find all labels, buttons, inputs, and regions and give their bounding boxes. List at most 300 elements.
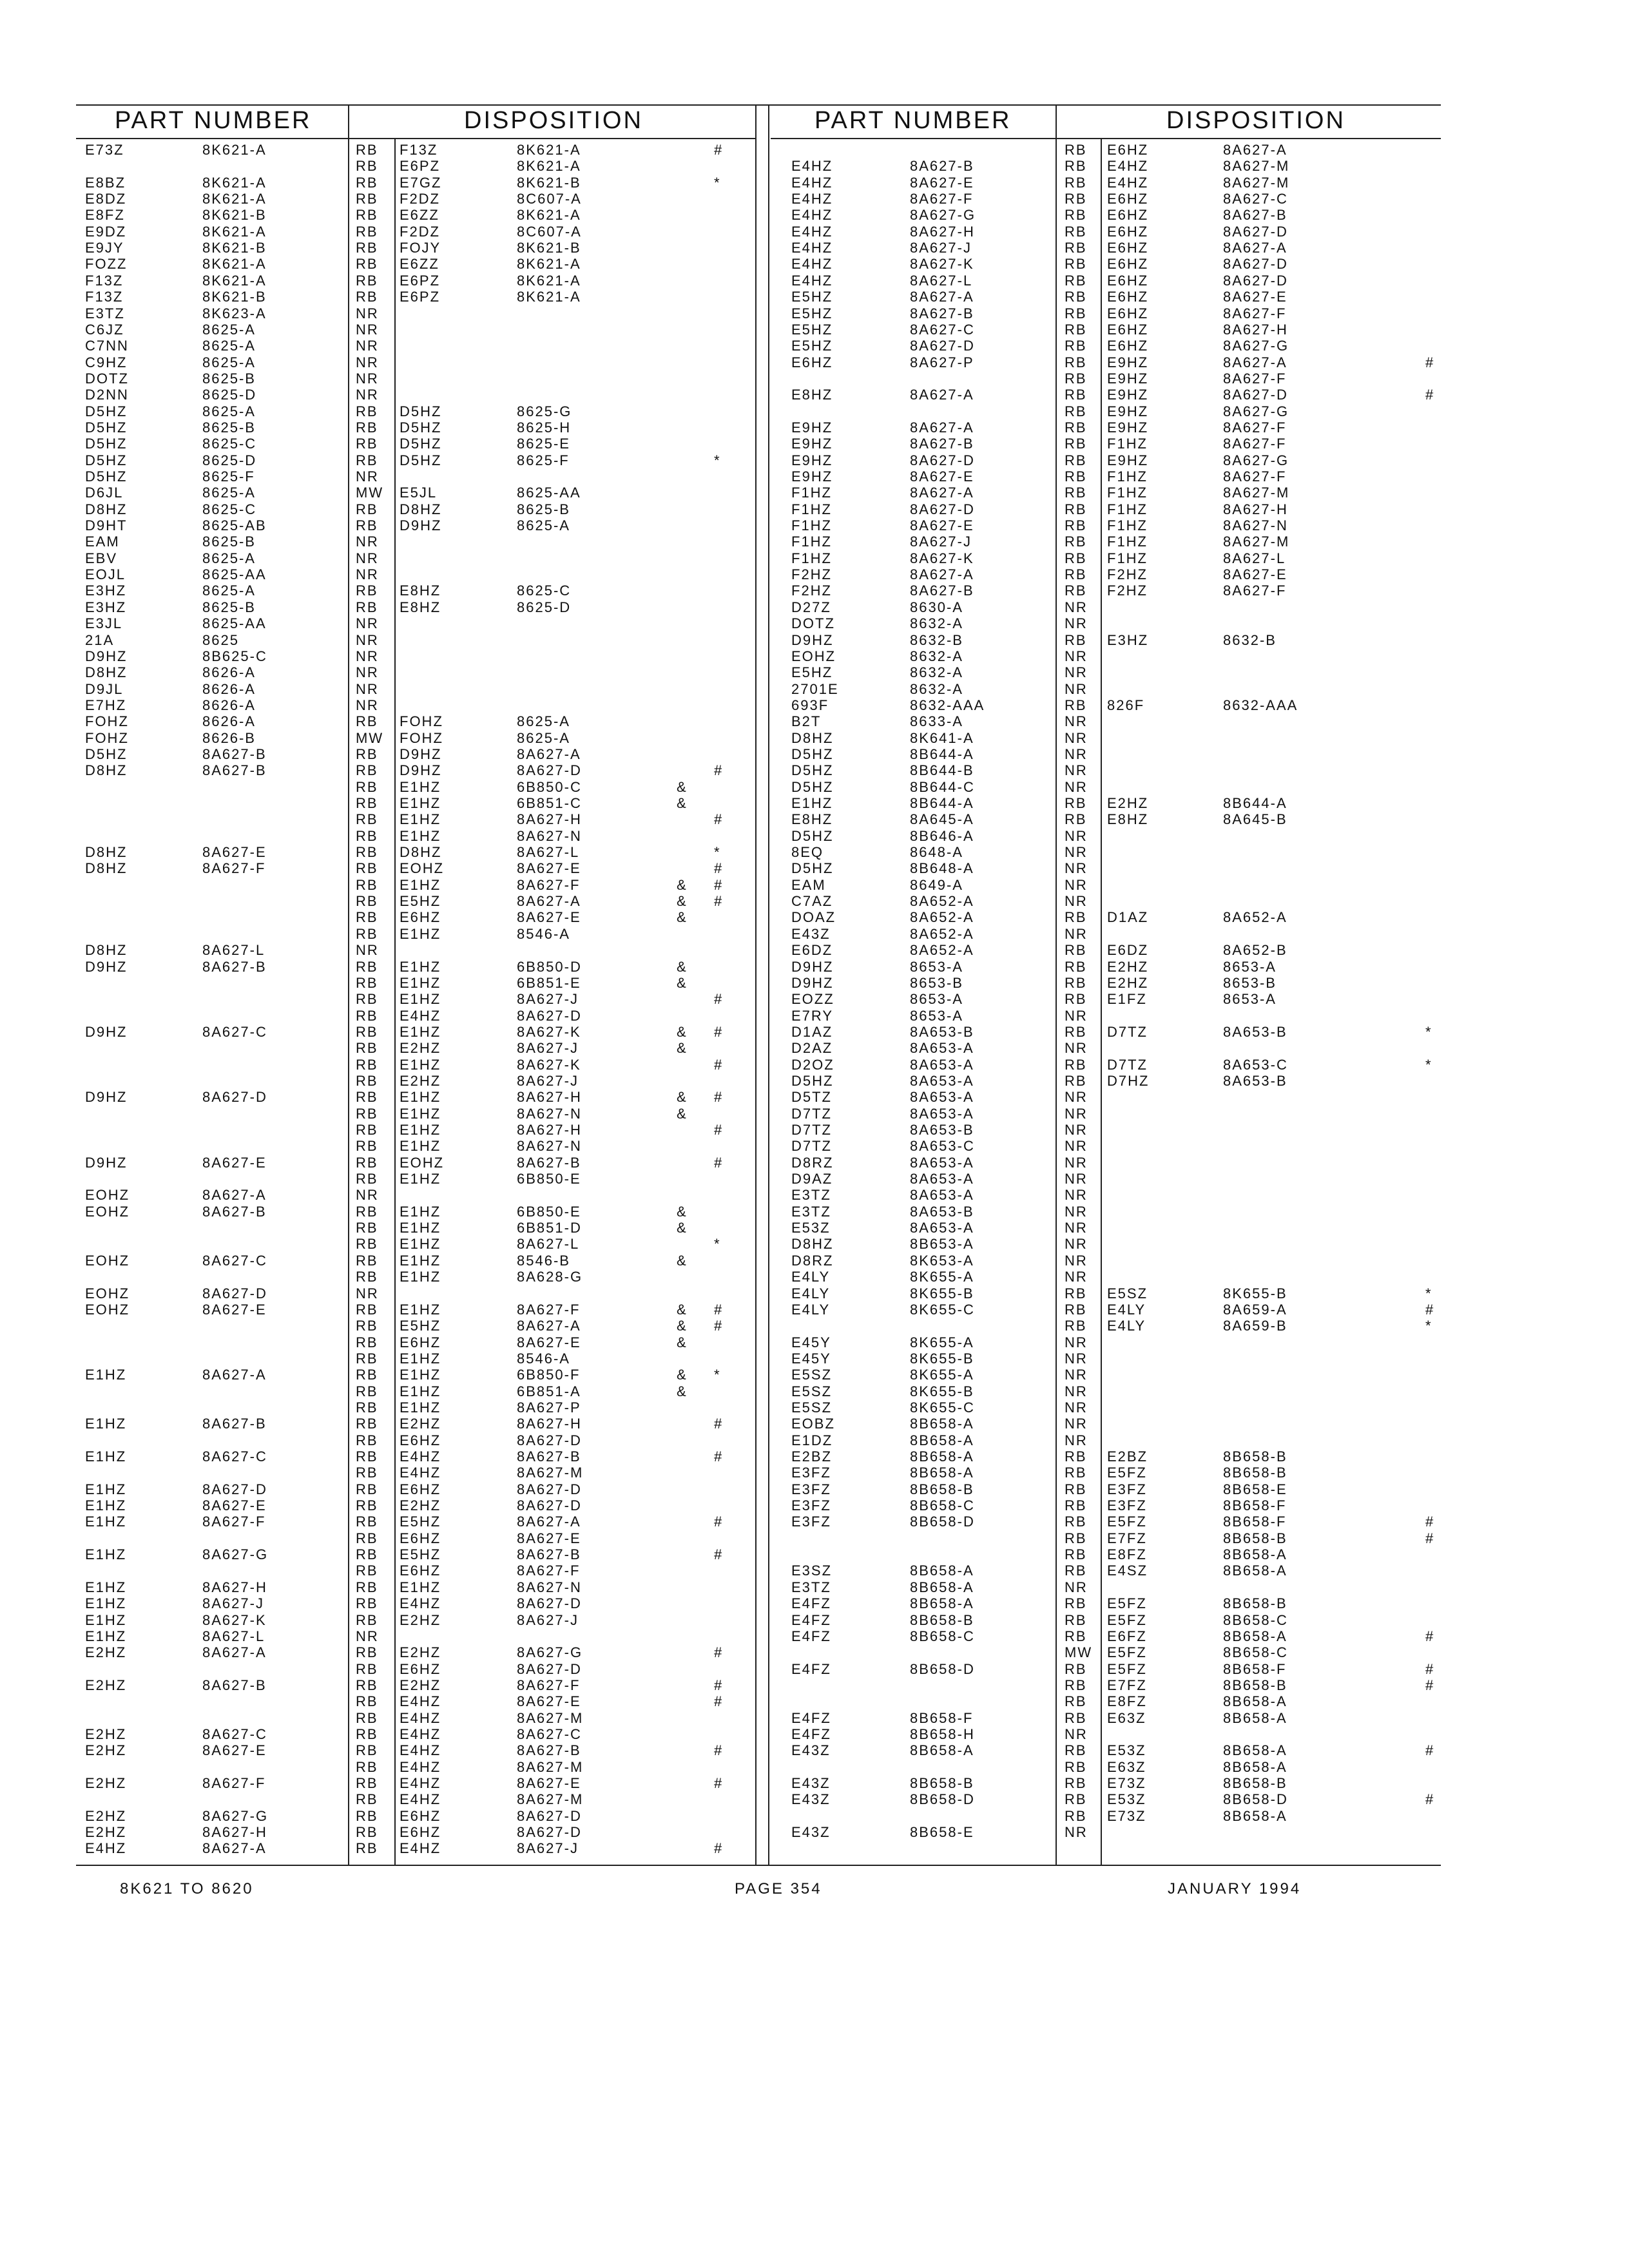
replacement-prefix: E1HZ <box>400 1056 441 1073</box>
part-number: E2HZ <box>85 1775 127 1791</box>
part-suffix: 8A653-A <box>910 1040 974 1057</box>
replacement-number: 8625-A <box>517 729 570 746</box>
disposition-code: NR <box>356 533 379 550</box>
part-suffix: 8632-B <box>910 631 963 648</box>
replacement-prefix: D1AZ <box>1107 909 1149 926</box>
disposition-code: NR <box>1065 680 1088 697</box>
replacement-prefix: E1FZ <box>1107 991 1147 1008</box>
replacement-number: 8A627-F <box>517 1677 581 1693</box>
part-suffix: 8626-B <box>202 729 256 746</box>
disposition-code: RB <box>1065 354 1087 370</box>
disposition-code: RB <box>1065 1595 1087 1612</box>
replacement-number: 8B658-C <box>1223 1644 1288 1661</box>
replacement-number: 8A627-A <box>1223 240 1287 256</box>
replacement-prefix: E6HZ <box>400 1807 441 1824</box>
part-number: D8RZ <box>791 1252 834 1269</box>
replacement-prefix: E1HZ <box>400 827 441 844</box>
replacement-number: 8A627-D <box>517 1481 582 1497</box>
part-number: EOHZ <box>791 648 836 664</box>
part-suffix: 8K621-A <box>202 191 267 207</box>
part-suffix: 8B658-A <box>910 1432 974 1448</box>
part-suffix: 8K655-A <box>910 1334 974 1350</box>
disposition-code: RB <box>1065 1791 1087 1808</box>
part-suffix: 8A653-B <box>910 1203 974 1220</box>
replacement-number: 6B850-E <box>517 1203 581 1220</box>
disposition-code: RB <box>1065 289 1087 305</box>
replacement-number: 8B658-F <box>1223 1660 1287 1677</box>
footer-page: PAGE 354 <box>735 1880 822 1898</box>
replacement-number: 8K621-B <box>517 240 581 256</box>
replacement-number: 8A627-C <box>517 1725 582 1742</box>
note-flag: # <box>714 1514 724 1530</box>
disposition-code: RB <box>1065 321 1087 338</box>
ampersand-flag: & <box>677 1220 688 1236</box>
disposition-code: NR <box>1065 844 1088 861</box>
part-suffix: 8A627-A <box>910 289 974 305</box>
replacement-number: 8625-C <box>517 582 572 599</box>
replacement-prefix: E4HZ <box>400 1758 441 1775</box>
part-suffix: 8A627-F <box>202 1514 266 1530</box>
disposition-code: RB <box>1065 1023 1087 1040</box>
part-suffix: 8653-A <box>910 991 963 1008</box>
disposition-code: RB <box>1065 1546 1087 1563</box>
replacement-prefix: E5SZ <box>1107 1285 1148 1302</box>
part-suffix: 8A652-A <box>910 925 974 942</box>
part-number: E4FZ <box>791 1611 831 1628</box>
replacement-number: 8B658-A <box>1223 1807 1287 1824</box>
part-number: E5HZ <box>791 338 833 354</box>
part-suffix: 8K621-A <box>202 223 267 240</box>
part-number: EAM <box>791 876 826 893</box>
replacement-prefix: E6HZ <box>400 1660 441 1677</box>
part-number: E6HZ <box>791 354 833 370</box>
replacement-number: 8B658-B <box>1223 1448 1287 1465</box>
ampersand-flag: & <box>677 778 688 795</box>
part-suffix: 8625-D <box>202 387 257 403</box>
disposition-code: RB <box>1065 419 1087 436</box>
part-suffix: 8A653-A <box>910 1105 974 1122</box>
disposition-code: RB <box>356 1203 378 1220</box>
part-suffix: 8632-A <box>910 648 963 664</box>
replacement-number: 8A653-B <box>1223 1072 1287 1089</box>
disposition-code: RB <box>356 1725 378 1742</box>
part-suffix: 8A653-A <box>910 1154 974 1171</box>
part-number: E4LY <box>791 1301 831 1318</box>
disposition-code: RB <box>356 1318 378 1334</box>
replacement-number: 8A652-B <box>1223 942 1287 959</box>
part-suffix: 8B625-C <box>202 648 267 664</box>
part-suffix: 8B644-A <box>910 795 974 811</box>
note-flag: # <box>714 1122 724 1138</box>
part-suffix: 8A627-K <box>202 1611 267 1628</box>
replacement-number: 8625-H <box>517 419 572 436</box>
replacement-number: 8625-A <box>517 713 570 730</box>
part-suffix: 8A653-A <box>910 1171 974 1187</box>
part-number: D7TZ <box>791 1122 832 1138</box>
replacement-prefix: F1HZ <box>1107 468 1148 485</box>
replacement-prefix: E6HZ <box>400 909 441 926</box>
part-suffix: 8A627-B <box>910 305 974 322</box>
disposition-code: RB <box>1065 795 1087 811</box>
replacement-prefix: E6HZ <box>400 1530 441 1546</box>
part-number: E7HZ <box>85 697 127 713</box>
part-number: E4HZ <box>791 207 833 224</box>
disposition-code: NR <box>1065 1122 1088 1138</box>
note-flag: # <box>714 1775 724 1791</box>
left-disposition-header: DISPOSITION <box>464 107 643 134</box>
part-suffix: 8632-A <box>910 615 963 632</box>
disposition-code: RB <box>1065 1072 1087 1089</box>
part-number: D5TZ <box>791 1089 832 1106</box>
part-suffix: 8B646-A <box>910 827 974 844</box>
replacement-number: 8A627-M <box>517 1465 584 1481</box>
replacement-number: 8A627-H <box>1223 321 1288 338</box>
disposition-code: RB <box>356 1546 378 1563</box>
replacement-prefix: E6PZ <box>400 158 441 175</box>
part-suffix: 8A627-B <box>910 436 974 452</box>
ampersand-flag: & <box>677 958 688 975</box>
disposition-code: RB <box>356 1072 378 1089</box>
part-suffix: 8A627-E <box>202 1301 267 1318</box>
disposition-code: RB <box>1065 566 1087 583</box>
part-number: E3FZ <box>791 1514 831 1530</box>
disposition-code: RB <box>1065 1562 1087 1579</box>
part-number: D7TZ <box>791 1105 832 1122</box>
part-suffix: 8A627-J <box>910 533 972 550</box>
replacement-prefix: D5HZ <box>400 436 442 452</box>
disposition-code: RB <box>356 1448 378 1465</box>
ampersand-flag: & <box>677 1367 688 1383</box>
replacement-prefix: E3FZ <box>1107 1497 1147 1514</box>
note-flag: * <box>1425 1318 1432 1334</box>
replacement-prefix: E1HZ <box>400 1383 441 1399</box>
disposition-code: NR <box>356 321 379 338</box>
replacement-prefix: E3HZ <box>1107 631 1149 648</box>
disposition-code: RB <box>356 1399 378 1416</box>
disposition-code: NR <box>1065 876 1088 893</box>
disposition-code: RB <box>356 1040 378 1057</box>
part-suffix: 8A627-G <box>910 207 976 224</box>
disposition-code: NR <box>1065 1252 1088 1269</box>
disposition-code: RB <box>1065 582 1087 599</box>
disposition-code: RB <box>356 893 378 910</box>
part-number: D5HZ <box>791 827 834 844</box>
replacement-prefix: E1HZ <box>400 991 441 1008</box>
part-number: E2HZ <box>85 1807 127 1824</box>
replacement-number: 8A627-M <box>1223 533 1290 550</box>
replacement-number: 8A627-F <box>1223 582 1287 599</box>
replacement-number: 8A627-H <box>517 1089 582 1106</box>
replacement-prefix: D5HZ <box>400 452 442 468</box>
replacement-prefix: E1HZ <box>400 1023 441 1040</box>
part-number: E3JL <box>85 615 123 632</box>
disposition-code: RB <box>356 1742 378 1759</box>
part-suffix: 8K653-A <box>910 1252 974 1269</box>
replacement-prefix: E6HZ <box>1107 191 1149 207</box>
ampersand-flag: & <box>677 795 688 811</box>
disposition-code: RB <box>1065 1742 1087 1759</box>
replacement-prefix: F1HZ <box>1107 501 1148 517</box>
disposition-code: RB <box>356 223 378 240</box>
replacement-number: 8A627-D <box>1223 272 1288 289</box>
disposition-code: NR <box>1065 778 1088 795</box>
note-flag: # <box>1425 354 1435 370</box>
disposition-code: NR <box>356 354 379 370</box>
disposition-code: RB <box>1065 1709 1087 1726</box>
part-number: D9HZ <box>85 1154 128 1171</box>
part-suffix: 8B658-A <box>910 1416 974 1432</box>
part-number: E9HZ <box>791 419 833 436</box>
disposition-code: RB <box>356 745 378 762</box>
left-header-rule <box>76 138 757 139</box>
replacement-prefix: E1HZ <box>400 778 441 795</box>
replacement-prefix: F1HZ <box>1107 533 1148 550</box>
ampersand-flag: & <box>677 909 688 926</box>
part-suffix: 8632-AAA <box>910 697 985 713</box>
part-suffix: 8A653-A <box>910 1089 974 1106</box>
disposition-code: RB <box>356 1660 378 1677</box>
disposition-code: RB <box>356 289 378 305</box>
replacement-prefix: E3FZ <box>1107 1481 1147 1497</box>
replacement-number: 8A627-M <box>517 1791 584 1808</box>
note-flag: # <box>714 1301 724 1318</box>
right-table-divider <box>1055 106 1057 1865</box>
part-suffix: 8K655-C <box>910 1399 975 1416</box>
disposition-code: NR <box>1065 1579 1088 1595</box>
replacement-number: 8A627-H <box>1223 501 1288 517</box>
replacement-prefix: F2DZ <box>400 191 440 207</box>
replacement-number: 8K621-A <box>517 142 581 158</box>
part-number: E1HZ <box>85 1367 127 1383</box>
disposition-code: RB <box>1065 942 1087 959</box>
disposition-code: RB <box>356 1481 378 1497</box>
disposition-code: RB <box>356 1595 378 1612</box>
note-flag: # <box>714 860 724 877</box>
replacement-prefix: E2HZ <box>400 1072 441 1089</box>
part-number: D5HZ <box>791 860 834 877</box>
replacement-prefix: E5HZ <box>400 1514 441 1530</box>
disposition-code: RB <box>1065 174 1087 191</box>
disposition-code: RB <box>356 1562 378 1579</box>
disposition-code: RB <box>356 272 378 289</box>
disposition-code: NR <box>1065 1138 1088 1155</box>
disposition-code: RB <box>356 860 378 877</box>
replacement-number: 8A627-D <box>1223 223 1288 240</box>
replacement-number: 8K621-A <box>517 272 581 289</box>
disposition-code: RB <box>356 1644 378 1661</box>
disposition-code: RB <box>356 1122 378 1138</box>
part-suffix: 8625-B <box>202 599 256 615</box>
note-flag: # <box>714 1546 724 1563</box>
replacement-number: 8A627-D <box>517 1595 582 1612</box>
ampersand-flag: & <box>677 974 688 991</box>
disposition-code: NR <box>1065 1334 1088 1350</box>
replacement-number: 6B850-E <box>517 1171 581 1187</box>
part-suffix: 8A627-G <box>202 1807 269 1824</box>
replacement-number: 8A627-D <box>517 1007 582 1024</box>
disposition-code: RB <box>356 1775 378 1791</box>
disposition-code: NR <box>1065 1350 1088 1367</box>
part-suffix: 8B658-A <box>910 1595 974 1612</box>
note-flag: # <box>714 1056 724 1073</box>
replacement-prefix: E9HZ <box>1107 370 1149 387</box>
part-number: F1HZ <box>791 485 832 501</box>
part-number: E5HZ <box>791 664 833 681</box>
part-number: D9HZ <box>85 1089 128 1106</box>
part-number: E1HZ <box>85 1514 127 1530</box>
part-suffix: 8A627-E <box>910 468 974 485</box>
replacement-prefix: E1HZ <box>400 1138 441 1155</box>
replacement-number: 8A627-B <box>517 1154 581 1171</box>
part-number: D9HZ <box>85 1023 128 1040</box>
replacement-number: 8A627-J <box>517 1040 579 1057</box>
disposition-code: RB <box>356 762 378 779</box>
note-flag: # <box>714 1154 724 1171</box>
part-number: EOHZ <box>85 1285 130 1302</box>
part-number: E4FZ <box>791 1595 831 1612</box>
part-number: E1HZ <box>85 1481 127 1497</box>
part-number: EOZZ <box>791 991 834 1008</box>
replacement-number: 8A627-D <box>517 1497 582 1514</box>
disposition-code: RB <box>1065 1693 1087 1710</box>
part-suffix: 8K621-A <box>202 142 267 158</box>
replacement-prefix: E4SZ <box>1107 1562 1148 1579</box>
part-suffix: 8B658-A <box>910 1579 974 1595</box>
footer-range: 8K621 TO 8620 <box>120 1880 254 1898</box>
part-number: C7NN <box>85 338 129 354</box>
part-number: E4HZ <box>791 174 833 191</box>
part-number: E1DZ <box>791 1432 833 1448</box>
part-suffix: 8A653-A <box>910 1220 974 1236</box>
replacement-number: 8B658-C <box>1223 1611 1288 1628</box>
disposition-code: RB <box>356 795 378 811</box>
part-suffix: 8B644-B <box>910 762 974 779</box>
replacement-prefix: E1HZ <box>400 1171 441 1187</box>
disposition-code: RB <box>356 827 378 844</box>
part-number: E4HZ <box>791 223 833 240</box>
replacement-prefix: D5HZ <box>400 419 442 436</box>
part-suffix: 8A627-C <box>202 1448 267 1465</box>
replacement-prefix: E2HZ <box>400 1040 441 1057</box>
disposition-code: RB <box>356 1252 378 1269</box>
disposition-code: NR <box>1065 1269 1088 1285</box>
replacement-number: 8A627-L <box>517 1236 580 1253</box>
disposition-code: NR <box>356 631 379 648</box>
replacement-prefix: E7GZ <box>400 174 442 191</box>
disposition-code: RB <box>356 1579 378 1595</box>
part-suffix: 8626-A <box>202 680 256 697</box>
part-number: E45Y <box>791 1334 831 1350</box>
footer-date: JANUARY 1994 <box>1168 1880 1302 1898</box>
part-number: DOTZ <box>85 370 129 387</box>
replacement-prefix: E6ZZ <box>400 256 439 273</box>
part-number: F1HZ <box>791 501 832 517</box>
disposition-code: RB <box>1065 991 1087 1008</box>
part-number: D5HZ <box>85 403 128 419</box>
part-suffix: 8625-AA <box>202 566 267 583</box>
part-suffix: 8K621-B <box>202 289 267 305</box>
disposition-code: NR <box>1065 1399 1088 1416</box>
part-number: E4HZ <box>791 240 833 256</box>
part-suffix: 8625 <box>202 631 239 648</box>
part-number: EOBZ <box>791 1416 835 1432</box>
replacement-prefix: F2HZ <box>1107 582 1148 599</box>
ampersand-flag: & <box>677 1040 688 1057</box>
part-number: E3TZ <box>791 1579 831 1595</box>
replacement-number: 8A627-B <box>517 1742 581 1759</box>
replacement-number: 8A627-D <box>1223 387 1288 403</box>
part-suffix: 8A653-A <box>910 1187 974 1204</box>
replacement-prefix: E2HZ <box>1107 958 1149 975</box>
disposition-code: RB <box>356 582 378 599</box>
disposition-code: NR <box>356 1628 379 1644</box>
disposition-code: RB <box>356 1220 378 1236</box>
replacement-number: 8B658-A <box>1223 1628 1287 1644</box>
replacement-number: 8A627-G <box>1223 338 1289 354</box>
disposition-code: RB <box>356 1611 378 1628</box>
part-suffix: 8A627-D <box>202 1481 267 1497</box>
part-number: E9HZ <box>791 436 833 452</box>
part-suffix: 8625-C <box>202 436 257 452</box>
replacement-number: 8A627-A <box>1223 142 1287 158</box>
replacement-number: 8625-A <box>517 517 570 534</box>
part-suffix: 8A627-H <box>910 223 975 240</box>
disposition-code: RB <box>356 925 378 942</box>
replacement-number: 8A627-B <box>517 1546 581 1563</box>
replacement-number: 8B658-D <box>1223 1791 1288 1808</box>
disposition-code: RB <box>1065 501 1087 517</box>
replacement-number: 8B658-B <box>1223 1530 1287 1546</box>
part-suffix: 8649-A <box>910 876 963 893</box>
disposition-code: NR <box>1065 1824 1088 1841</box>
part-suffix: 8A627-K <box>910 550 974 566</box>
disposition-code: RB <box>356 1154 378 1171</box>
disposition-code: NR <box>1065 1367 1088 1383</box>
part-suffix: 8B658-A <box>910 1465 974 1481</box>
part-suffix: 8A627-D <box>910 338 975 354</box>
right-header-rule <box>771 138 1441 139</box>
part-suffix: 8B658-A <box>910 1448 974 1465</box>
note-flag: # <box>714 1693 724 1710</box>
part-number: D8HZ <box>791 729 834 746</box>
disposition-code: NR <box>356 566 379 583</box>
part-suffix: 8A627-D <box>202 1089 267 1106</box>
disposition-code: RB <box>1065 1056 1087 1073</box>
part-suffix: 8A627-A <box>910 387 974 403</box>
part-number: E9JY <box>85 240 124 256</box>
replacement-number: 8A627-C <box>1223 191 1288 207</box>
disposition-code: RB <box>1065 1481 1087 1497</box>
replacement-number: 8B658-A <box>1223 1758 1287 1775</box>
part-suffix: 8B658-D <box>910 1791 975 1808</box>
disposition-code: NR <box>356 680 379 697</box>
part-suffix: 8B658-C <box>910 1628 975 1644</box>
note-flag: # <box>714 876 724 893</box>
part-number: EOHZ <box>85 1252 130 1269</box>
replacement-number: 8625-AA <box>517 485 581 501</box>
replacement-number: 8A627-M <box>1223 158 1290 175</box>
disposition-code: NR <box>1065 713 1088 730</box>
replacement-number: 8A627-A <box>517 1514 581 1530</box>
disposition-code: RB <box>356 1089 378 1106</box>
part-suffix: 8625-A <box>202 354 256 370</box>
disposition-code: NR <box>1065 925 1088 942</box>
replacement-prefix: E1HZ <box>400 1350 441 1367</box>
part-number: D8HZ <box>85 942 128 959</box>
disposition-code: RB <box>1065 1807 1087 1824</box>
replacement-number: 8A627-G <box>517 1644 583 1661</box>
replacement-prefix: E5FZ <box>1107 1644 1147 1661</box>
